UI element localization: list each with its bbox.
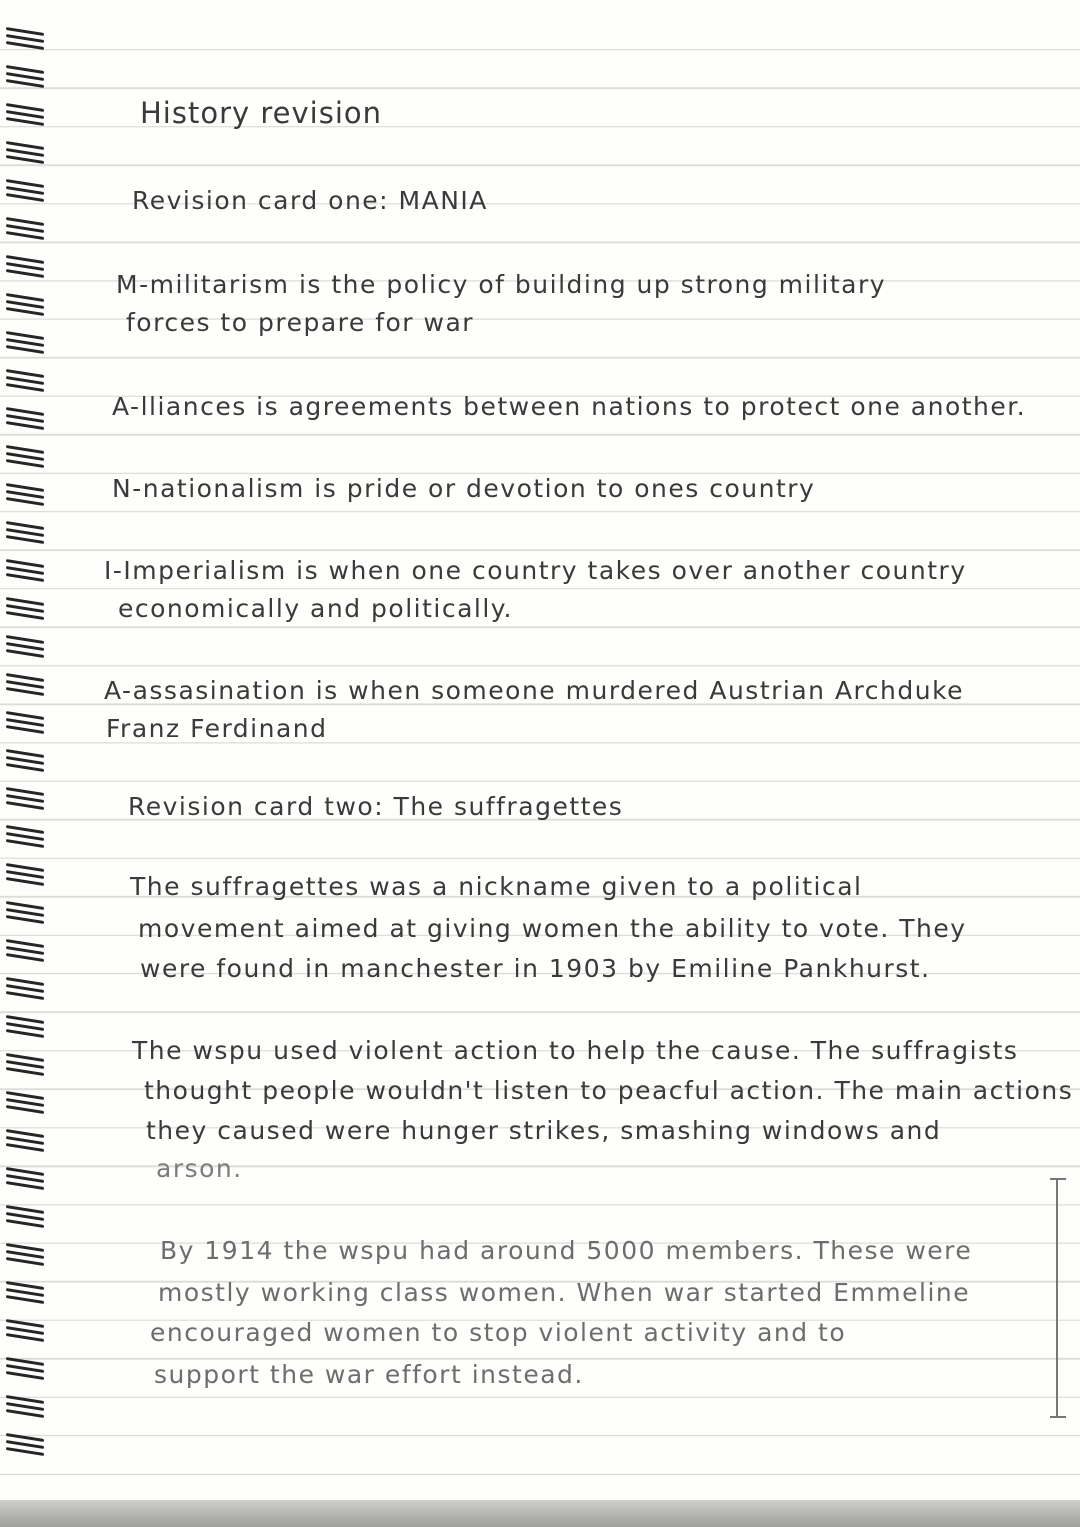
assassination-line-1: A-assasination is when someone murdered Austrian Archduke: [104, 676, 965, 705]
spiral-coil: [6, 750, 50, 772]
spiral-coil: [6, 940, 50, 962]
spiral-coil: [6, 522, 50, 544]
spiral-coil: [6, 408, 50, 430]
spiral-coil: [6, 1054, 50, 1076]
spiral-coil: [6, 560, 50, 582]
membership-para-line-1: By 1914 the wspu had around 5000 members. These were: [160, 1236, 973, 1265]
membership-para-line-4: support the war effort instead.: [154, 1360, 584, 1389]
spiral-coil: [6, 598, 50, 620]
militarism-line-2: forces to prepare for war: [126, 308, 475, 337]
wspu-para-line-3: they caused were hunger strikes, smashing windows and: [146, 1116, 942, 1145]
suffragettes-para1-line-3: were found in manchester in 1903 by Emiline Pankhurst.: [140, 954, 931, 983]
militarism-line-1: M-militarism is the policy of building up strong military: [116, 270, 887, 299]
spiral-coil: [6, 1244, 50, 1266]
alliances-line: A-lliances is agreements between nations to protect one another.: [112, 392, 1027, 421]
spiral-coil: [6, 674, 50, 696]
spiral-coil: [6, 712, 50, 734]
spiral-coil: [6, 826, 50, 848]
page-title: History revision: [140, 96, 383, 130]
spiral-coil: [6, 446, 50, 468]
margin-bracket: [1056, 1178, 1072, 1418]
wspu-para-line-2: thought people wouldn't listen to peacful action. The main actions: [144, 1076, 1074, 1105]
spiral-coil: [6, 28, 50, 50]
suffragettes-para1-line-1: The suffragettes was a nickname given to a political: [130, 872, 863, 901]
wspu-para-line-1: The wspu used violent action to help the cause. The suffragists: [132, 1036, 1019, 1065]
spiral-coil: [6, 180, 50, 202]
membership-para-line-2: mostly working class women. When war started Emmeline: [158, 1278, 971, 1307]
spiral-coil: [6, 978, 50, 1000]
assassination-line-2: Franz Ferdinand: [106, 714, 328, 743]
imperialism-line-1: I-Imperialism is when one country takes over another country: [104, 556, 967, 585]
card-one-heading: Revision card one: MANIA: [132, 186, 488, 215]
spiral-coil: [6, 142, 50, 164]
spiral-coil: [6, 484, 50, 506]
spiral-coil: [6, 66, 50, 88]
spiral-coil: [6, 1358, 50, 1380]
spiral-coil: [6, 1434, 50, 1456]
membership-para-line-3: encouraged women to stop violent activity and to: [150, 1318, 847, 1347]
spiral-coil: [6, 104, 50, 126]
spiral-coil: [6, 1092, 50, 1114]
spiral-coil: [6, 1320, 50, 1342]
spiral-coil: [6, 218, 50, 240]
spiral-coil: [6, 1206, 50, 1228]
page-bottom-edge: [0, 1500, 1080, 1527]
spiral-coil: [6, 902, 50, 924]
spiral-coil: [6, 1168, 50, 1190]
spiral-coil: [6, 256, 50, 278]
nationalism-line: N-nationalism is pride or devotion to ones country: [112, 474, 816, 503]
card-two-heading: Revision card two: The suffragettes: [128, 792, 624, 821]
spiral-coil: [6, 788, 50, 810]
spiral-coil: [6, 332, 50, 354]
spiral-coil: [6, 864, 50, 886]
wspu-para-line-4: arson.: [156, 1154, 243, 1183]
suffragettes-para1-line-2: movement aimed at giving women the ability to vote. They: [138, 914, 967, 943]
spiral-coil: [6, 1396, 50, 1418]
spiral-binding: [6, 28, 52, 1468]
spiral-coil: [6, 1282, 50, 1304]
spiral-coil: [6, 370, 50, 392]
imperialism-line-2: economically and politically.: [118, 594, 513, 623]
spiral-coil: [6, 636, 50, 658]
spiral-coil: [6, 1016, 50, 1038]
spiral-coil: [6, 1130, 50, 1152]
spiral-coil: [6, 294, 50, 316]
